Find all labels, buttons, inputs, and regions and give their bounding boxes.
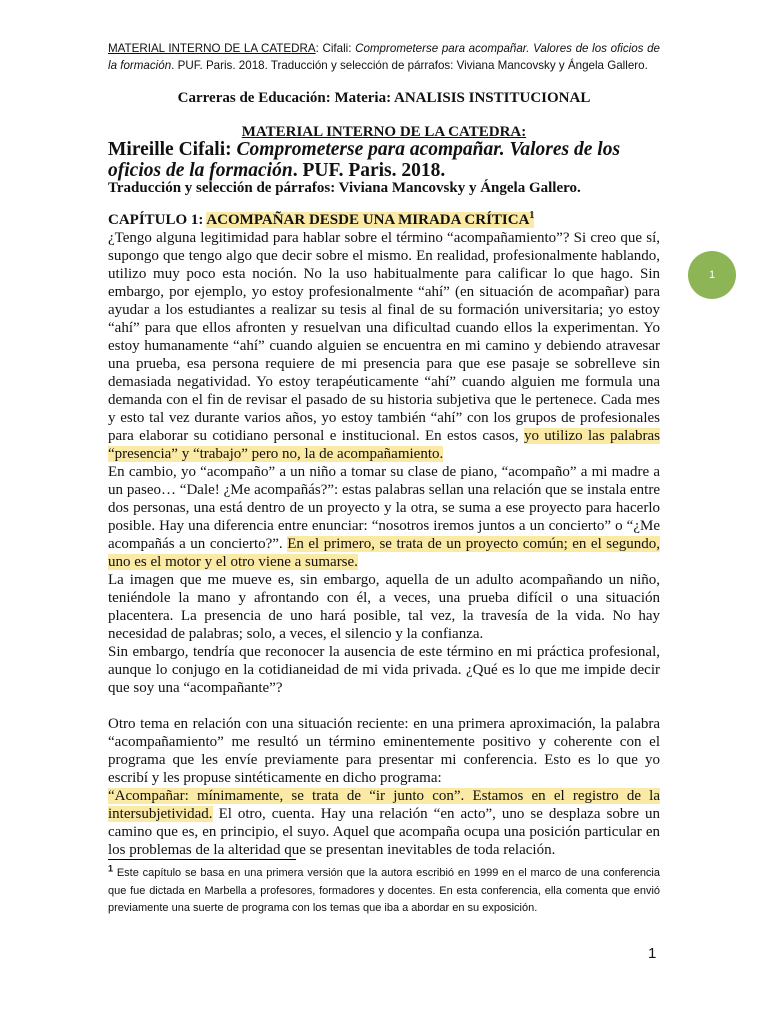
paragraph-4: Sin embargo, tendría que reconocer la ausencia de este término en mi práctica profesional, aunque lo conjugo en la cotidianeidad de mi vida privada. ¿Qué es lo que me impide decir que soy una “acompañante”? bbox=[108, 644, 660, 696]
material-heading: MATERIAL INTERNO DE LA CATEDRA: bbox=[241, 124, 527, 140]
comment-badge[interactable]: 1 bbox=[688, 251, 736, 299]
chapter-title bbox=[206, 212, 534, 228]
header-label: MATERIAL INTERNO DE LA CATEDRA bbox=[108, 42, 316, 55]
paragraph-6-text: El otro, cuenta. Hay una relación “en acto”, uno se desplaza sobre un camino que es, en principio, el suyo. Aquel que acompaña ocupa una posición particular en los problemas de la alteridad que se presentan inevitables de toda relación. bbox=[108, 806, 660, 858]
footnote-mark: 1 bbox=[108, 863, 114, 874]
body-text bbox=[108, 229, 660, 859]
course-heading: Carreras de Educación: Materia: ANALISIS INSTITUCIONAL bbox=[177, 90, 591, 106]
header-rest: . PUF. Paris. 2018. Traducción y selección de párrafos: Viviana Mancovsky y Ángela Gallero. bbox=[171, 59, 648, 72]
paragraph-3: La imagen que me mueve es, sin embargo, aquella de un adulto acompañando un niño, teniéndole la mano y afrontando con él, a veces, una prueba difícil o una situación placentera. La presencia de uno hará posible, tal vez, la travesía de la vida. No hay necesidad de palabras; solo, a veces, el silencio y la confianza. bbox=[108, 572, 660, 642]
header-book-title: Comprometerse para acompañar. Valores de los oficios de la formación bbox=[108, 42, 660, 72]
header-sep: : bbox=[315, 42, 323, 55]
chapter-prefix: CAPÍTULO 1: bbox=[108, 212, 207, 228]
document-title bbox=[108, 139, 660, 181]
page-number: 1 bbox=[648, 945, 657, 962]
paragraph-1-text: ¿Tengo alguna legitimidad para hablar sobre el término “acompañamiento”? Si creo que sí, supongo que tengo algo que decir sobre el mismo. En realidad, profesionalmente hablando, utilizo muy poco esta noción. No la uso habitualmente para calificar lo que hago. Sin embargo, por ejemplo, yo estoy profesionalmente “ahí” (en situación de acompañar) para ayudar a los estudiantes a realizar su tesis al final de su formación universitaria; yo estoy “ahí” para que ellos afronten y resuelvan una dificultad cuando ellos la experimentan. Yo estoy humanamente “ahí” cuando alguien se encuentra en mi camino y debiendo atravesar una prueba, esa persona requiere de mi presencia para que ese pasaje se sobrelleve sin demasiada negatividad. Yo estoy terapéuticamente “ahí” cuando alguien me formula una demanda con el fin de revisar el pasado de su historia subjetiva que le pertenece. Cada mes y esto tal vez durante varios años, yo estoy también “ahí” con los grupos de profesionales para elaborar su cotidiano personal e institucional. En estos casos, bbox=[108, 230, 660, 444]
footnote bbox=[108, 865, 660, 918]
paragraph-2 bbox=[108, 463, 660, 571]
paragraph-2-text: En cambio, yo “acompaño” a un niño a tomar su clase de piano, “acompaño” a mi madre a un paseo… “Dale! ¿Me acompañás?”: estas palabras sellan una relación que se instala entre dos personas, una está dentro de un proyecto y la otra, se suma a ese proyecto para hacerlo posible. Hay una diferencia entre enunciar: “nosotros iremos juntos a un concierto” o “¿Me acompañás a un concierto?”. bbox=[108, 464, 660, 552]
page-header bbox=[108, 40, 660, 74]
chapter-heading bbox=[108, 212, 660, 229]
title-book: Comprometerse para acompañar. Valores de los oficios de la formación bbox=[108, 139, 621, 181]
paragraph-6 bbox=[108, 787, 660, 859]
footnote-ref[interactable]: 1 bbox=[529, 210, 535, 221]
highlight-1: yo utilizo las palabras “presencia” y “trabajo” pero no, la de acompañamiento. bbox=[108, 428, 660, 462]
translation-credit: Traducción y selección de párrafos: Viviana Mancovsky y Ángela Gallero. bbox=[108, 180, 581, 196]
header-author: Cifali: bbox=[322, 42, 356, 55]
chapter-title-text: ACOMPAÑAR DESDE UNA MIRADA CRÍTICA bbox=[206, 212, 530, 228]
paragraph-1 bbox=[108, 229, 660, 463]
highlight-2: En el primero, se trata de un proyecto común; en el segundo, uno es el motor y el otro viene a sumarse. bbox=[108, 536, 661, 570]
footnote-separator bbox=[108, 859, 296, 860]
title-author: Mireille Cifali: bbox=[108, 139, 237, 160]
footnote-text: Este capítulo se basa en una primera versión que la autora escribió en 1999 en el marco de una conferencia que fue dictada en Marbella a profesores, formadores y docentes. En esta conferencia, ella comenta que envió previamente una suerte de programa con los temas que iba a abordar en su exposición. bbox=[108, 867, 660, 914]
highlight-3: “Acompañar: mínimamente, se trata de “ir junto con”. Estamos en el registro de la intersubjetividad. bbox=[108, 788, 660, 822]
title-rest: . PUF. Paris. 2018. bbox=[292, 160, 446, 181]
paragraph-5: Otro tema en relación con una situación reciente: en una primera aproximación, la palabra “acompañamiento” me resultó un término eminentemente positivo y coherente con el programa que les envíe previamente para presentar mi conferencia. Esto es lo que yo escribí y les propuse sintéticamente en dicho programa: bbox=[108, 716, 660, 786]
